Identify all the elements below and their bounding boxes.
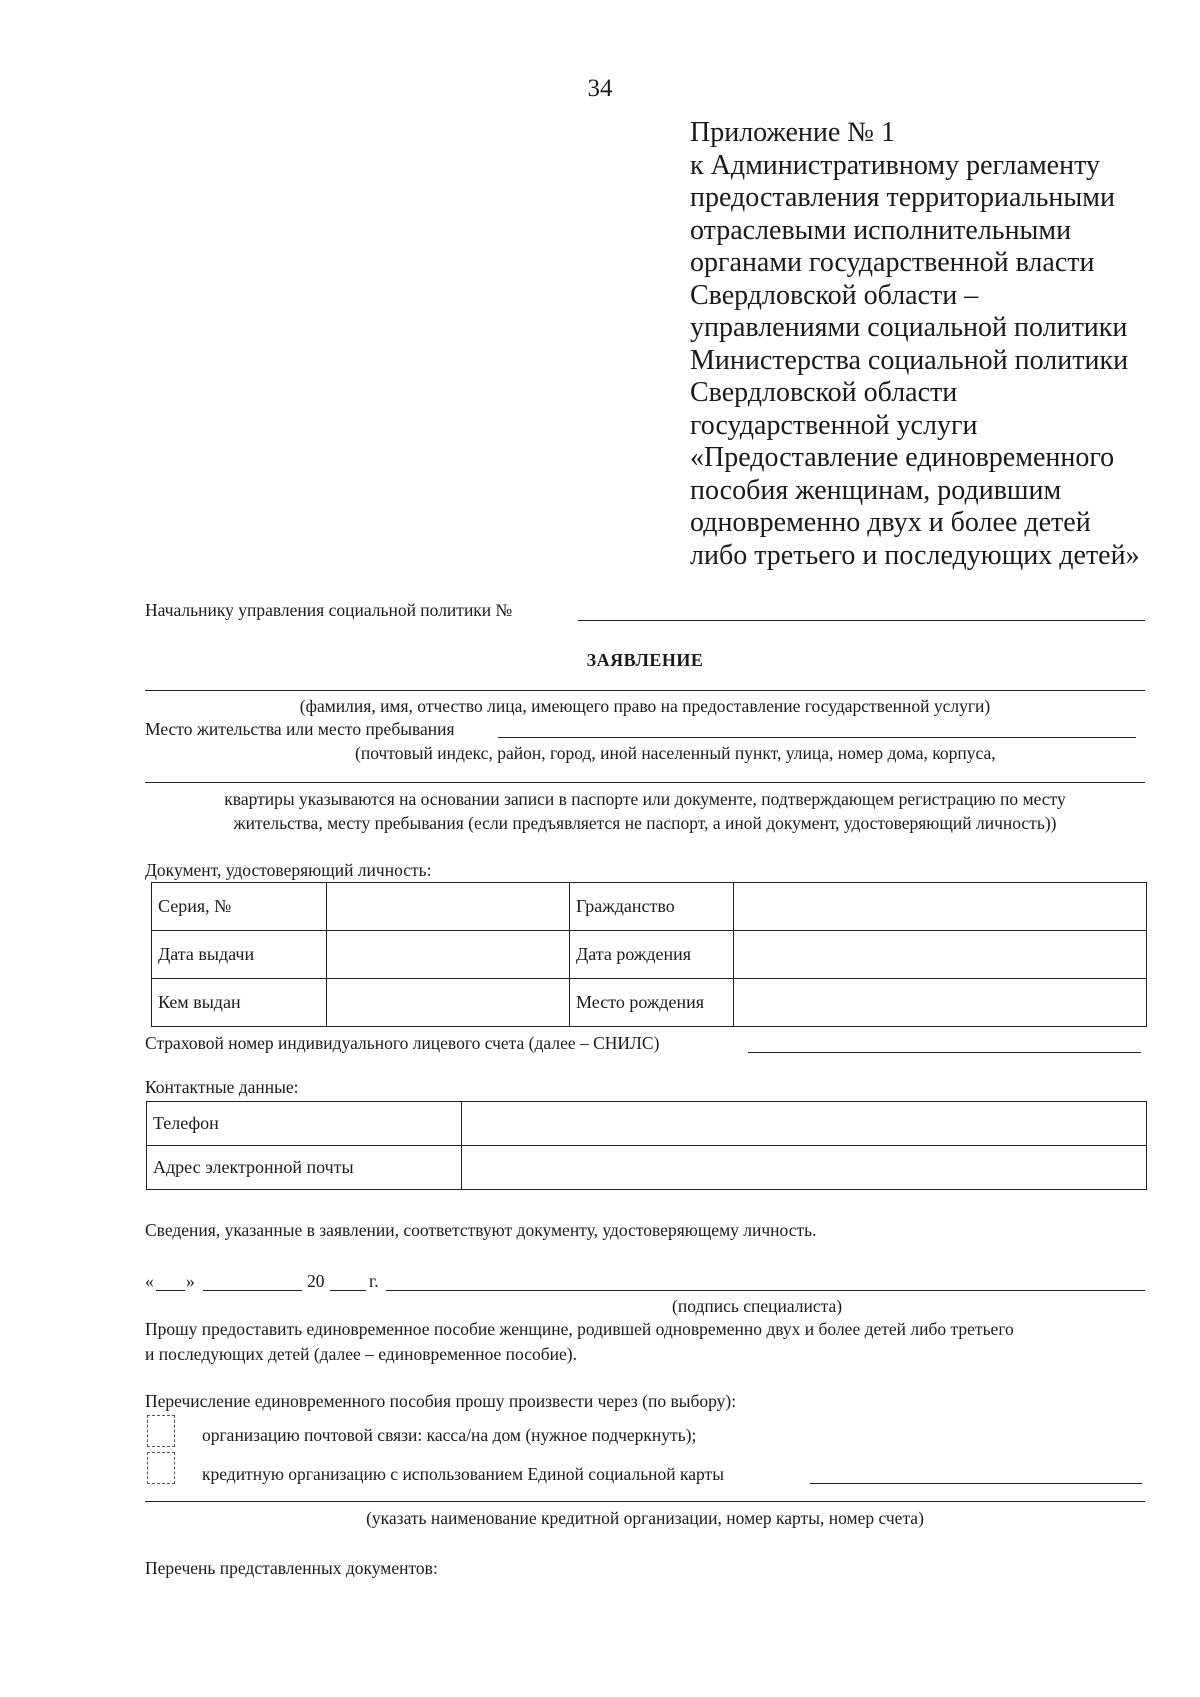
residence-label: Место жительства или место пребывания [145,719,455,739]
phone-label: Телефон [147,1102,462,1146]
appendix-line: Свердловской области [690,377,958,408]
table-row [152,979,1147,1027]
table-row [152,883,1147,931]
appendix-line: к Административному регламенту [690,149,1100,181]
date-open-quote: « [145,1271,154,1291]
snils-label: Страховой номер индивидуального лицевого счета (далее – СНИЛС) [145,1033,660,1053]
series-number-label: Серия, № [152,883,327,931]
residence-caption-line2: квартиры указываются на основании записи в паспорте или документе, подтверждающем регистрацию по месту [224,789,1066,809]
documents-list-label: Перечень представленных документов: [145,1558,438,1578]
residence-caption-line3: жительства, месту пребывания (если предъявляется не паспорт, а иной документ, удостоверяющий личность)) [233,813,1057,833]
residence-field[interactable] [498,737,1136,738]
date-day-field[interactable] [156,1290,185,1291]
snils-field[interactable] [748,1052,1141,1053]
page-number: 34 [587,75,613,102]
bank-option-label: кредитную организацию с использованием Единой социальной карты [202,1464,724,1484]
date-close-quote: » [186,1271,195,1291]
specialist-signature-caption: (подпись специалиста) [672,1296,843,1316]
request-line-1: Прошу предоставить единовременное пособие женщине, родившей одновременно двух и более детей либо третьего [145,1319,1014,1339]
appendix-line: «Предоставление единовременного [690,442,1115,473]
appendix-line: управлениями социальной политики [690,312,1128,343]
residence-field-line2[interactable] [145,782,1145,783]
birth-place-label: Место рождения [570,979,734,1027]
table-row [147,1102,1147,1146]
residence-caption: (почтовый индекс, район, город, иной населенный пункт, улица, номер дома, корпуса, [355,743,996,763]
email-field[interactable] [462,1146,1147,1190]
request-line-2: и последующих детей (далее – единовременное пособие). [145,1344,577,1364]
confirmation-text: Сведения, указанные в заявлении, соответствуют документу, удостоверяющему личность. [145,1220,817,1240]
contacts-table [146,1101,1147,1190]
bank-option-checkbox[interactable] [147,1452,175,1484]
issue-date-field[interactable] [327,931,570,979]
contacts-heading: Контактные данные: [145,1077,299,1097]
bank-details-caption: (указать наименование кредитной организации, номер карты, номер счета) [366,1508,924,1528]
department-number-field[interactable] [578,620,1145,621]
appendix-line: органами государственной власти [690,247,1095,278]
appendix-line: пособия женщинам, родившим [690,474,1062,506]
appendix-line: Приложение № 1 [690,117,895,148]
applicant-name-field[interactable] [145,690,1145,691]
email-label: Адрес электронной почты [147,1146,462,1190]
birth-date-field[interactable] [734,931,1147,979]
addressee-label: Начальнику управления социальной политики № [145,600,513,620]
issued-by-label: Кем выдан [152,979,327,1027]
table-row [147,1146,1147,1190]
postal-option-checkbox[interactable] [147,1415,175,1447]
appendix-line: Свердловской области – [690,279,979,311]
appendix-line: Министерства социальной политики [690,344,1129,376]
birth-place-field[interactable] [734,979,1147,1027]
table-row [152,931,1147,979]
bank-details-field-line2[interactable] [145,1501,1145,1502]
issued-by-field[interactable] [327,979,570,1027]
applicant-name-caption: (фамилия, имя, отчество лица, имеющего право на предоставление государственной услуги) [299,696,991,716]
specialist-signature-field[interactable] [386,1290,1145,1291]
appendix-header [690,117,1170,572]
citizenship-field[interactable] [734,883,1147,931]
form-title: ЗАЯВЛЕНИЕ [586,650,704,670]
date-year-field[interactable] [330,1290,366,1291]
series-number-field[interactable] [327,883,570,931]
date-year-suffix: г. [369,1271,379,1291]
appendix-line: отраслевыми исполнительными [690,214,1072,246]
id-document-table [151,882,1147,1027]
phone-field[interactable] [462,1102,1147,1146]
appendix-line: либо третьего и последующих детей» [690,539,1140,571]
appendix-line: предоставления территориальными [690,182,1115,213]
postal-option-label: организацию почтовой связи: касса/на дом (нужное подчеркнуть); [202,1425,697,1445]
birth-date-label: Дата рождения [570,931,734,979]
issue-date-label: Дата выдачи [152,931,327,979]
payment-heading: Перечисление единовременного пособия прошу произвести через (по выбору): [145,1391,737,1411]
date-month-field[interactable] [203,1290,302,1291]
citizenship-label: Гражданство [570,883,734,931]
appendix-line: государственной услуги [690,409,978,441]
bank-details-field[interactable] [810,1483,1142,1484]
id-document-heading: Документ, удостоверяющий личность: [145,860,432,880]
appendix-line: одновременно двух и более детей [690,507,1091,538]
date-year-prefix: 20 [307,1271,325,1291]
